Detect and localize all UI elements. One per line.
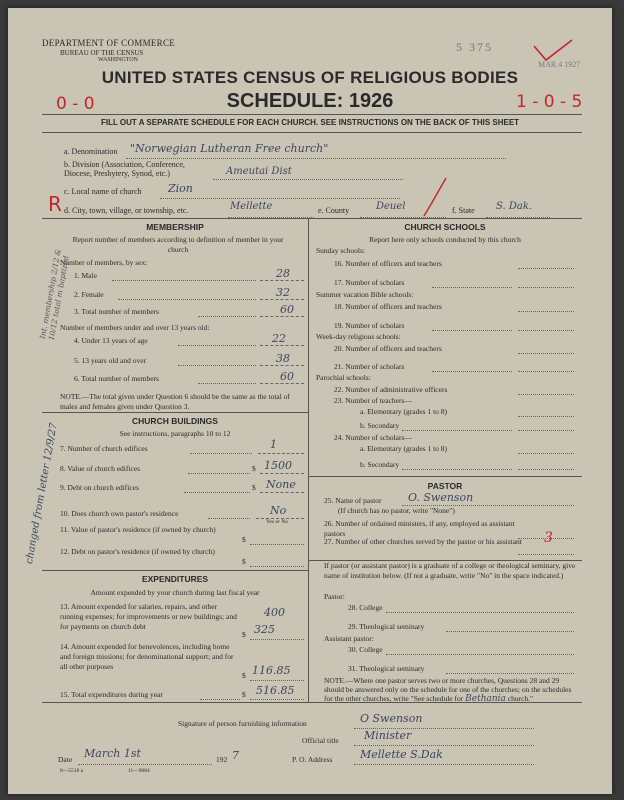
- other-churches-value: 3: [544, 530, 553, 546]
- edifices-count: 1: [270, 438, 277, 451]
- q30-label: 30. College: [348, 645, 383, 654]
- q18-label: 18. Number of officers and teachers: [334, 302, 442, 311]
- state-label: f. State: [452, 206, 475, 215]
- pastor-name-value: O. Swenson: [408, 491, 474, 504]
- church-name-label: c. Local name of church: [64, 187, 142, 196]
- form-title: UNITED STATES CENSUS OF RELIGIOUS BODIES: [101, 68, 519, 87]
- owns-residence-value: No: [270, 504, 287, 517]
- q8-dollar: $: [252, 464, 256, 473]
- parochial-schools-label: Parochial schools:: [316, 373, 371, 382]
- census-schedule-sheet: [8, 8, 612, 794]
- male-count: 28: [276, 267, 290, 280]
- weekday-schools-label: Week-day religious schools:: [316, 332, 401, 341]
- expenditures-intro: Amount expended by your church during last fiscal year: [90, 588, 260, 597]
- benevolences-label: 14. Amount expended for benevolences, including home and foreign missions; for denominational support; and for all other purposes: [60, 642, 234, 671]
- schools-intro: Report here only schools conducted by this church: [369, 235, 521, 244]
- county-label: e. County: [318, 206, 350, 215]
- yes-no-hint: Yes or No: [266, 519, 289, 525]
- instruction-line: FILL OUT A SEPARATE SCHEDULE FOR EACH CHURCH. SEE INSTRUCTIONS ON THE BACK OF THIS SHEET: [100, 118, 520, 127]
- q16-label: 16. Number of officers and teachers: [334, 259, 442, 268]
- q19-label: 19. Number of scholars: [334, 321, 405, 330]
- margin-r-mark: R: [48, 192, 62, 216]
- buildings-intro: See instructions, paragraphs 10 to 12: [119, 429, 231, 438]
- address-label: P. O. Address: [292, 755, 333, 764]
- division-value: Ameutai Dist: [226, 166, 292, 177]
- edifices-count-label: 7. Number of church edifices: [60, 444, 148, 453]
- received-date-stamp: MAR 4 1927: [538, 60, 581, 69]
- assistant-subheading: Assistant pastor:: [324, 634, 374, 643]
- pastor-note-fill: Bethania: [465, 694, 506, 704]
- check-mark-icon: [528, 36, 578, 66]
- q21-label: 21. Number of scholars: [334, 362, 405, 371]
- vacation-schools-label: Summer vacation Bible schools:: [316, 290, 414, 299]
- address-value: Mellette S.Dak: [360, 748, 443, 761]
- buildings-heading: CHURCH BUILDINGS: [132, 416, 218, 426]
- left-code-mark: 0 - 0: [56, 94, 95, 114]
- ordained-ministers-label: 26. Number of ordained ministers, if any, employed as assistant pastors: [324, 519, 515, 538]
- date-value: March 1st: [84, 747, 141, 760]
- membership-intro: Report number of members according to definition of member in your church: [72, 235, 284, 254]
- expenditures-heading: EXPENDITURES: [141, 574, 209, 584]
- form-number: 8—5518 a: [60, 768, 84, 774]
- official-title-label: Official title: [302, 736, 339, 745]
- city-name: WASHINGTON: [98, 57, 138, 63]
- residence-value-label: 11. Value of pastor's residence (if owned by church): [60, 525, 216, 534]
- official-title-value: Minister: [364, 729, 412, 742]
- department-name: DEPARTMENT OF COMMERCE: [42, 38, 176, 48]
- total-members-q3: 60: [280, 303, 294, 316]
- total-members-label-q3: 3. Total number of members: [74, 307, 159, 316]
- print-number: 11—9084: [128, 768, 150, 774]
- red-tick-mark: [420, 176, 450, 220]
- q9-dollar: $: [252, 483, 256, 492]
- year-suffix: 7: [232, 749, 239, 762]
- q15-dollar: $: [242, 690, 246, 699]
- schedule-year: SCHEDULE: 1926: [226, 90, 394, 112]
- signature-label: Signature of person furnishing information: [178, 719, 307, 728]
- membership-note: NOTE.—The total given under Question 6 should be the same as the total of males and females given under Question 3.: [60, 392, 290, 411]
- q12-dollar: $: [242, 557, 246, 566]
- pastor-subheading: Pastor:: [324, 592, 345, 601]
- membership-heading: MEMBERSHIP: [146, 222, 204, 232]
- q24a-label: a. Elementary (grades 1 to 8): [360, 444, 448, 453]
- q24-label: 24. Number of scholars—: [334, 433, 412, 442]
- pastor-name-label: 25. Name of pastor: [324, 496, 382, 505]
- q17-label: 17. Number of scholars: [334, 278, 405, 287]
- other-churches-label: 27. Number of other churches served by the pastor or his assistant: [324, 537, 522, 546]
- members-by-age-label: Number of members under and over 13 years old:: [60, 323, 210, 332]
- female-count: 32: [276, 286, 290, 299]
- total-members-label-q6: 6. Total number of members: [74, 374, 159, 383]
- female-label: 2. Female: [74, 290, 104, 299]
- male-label: 1. Male: [74, 271, 97, 280]
- total-members-q6: 60: [280, 370, 294, 383]
- q24b-label: b. Secondary: [360, 460, 400, 469]
- q23b-label: b. Secondary: [360, 421, 400, 430]
- pastor-note: NOTE.—Where one pastor serves two or more churches, Questions 28 and 29 should be answered only on the schedule for one of the churches; on the schedules for the other churches, write "See schedule for Bethania church.": [324, 676, 572, 704]
- members-by-sex-label: Number of members, by sex:: [60, 258, 148, 267]
- q23-label: 23. Number of teachers—: [334, 396, 412, 405]
- edifices-debt-label: 9. Debt on church edifices: [60, 483, 139, 492]
- graduate-note: If pastor (or assistant pastor) is a graduate of a college or theological seminary, give name of institution below. (If not a graduate, write "No" in the space indicated.): [324, 561, 576, 580]
- edifices-debt: None: [266, 478, 296, 491]
- under-13-count: 22: [272, 332, 286, 345]
- over-13-count: 38: [276, 352, 290, 365]
- q23a-label: a. Elementary (grades 1 to 8): [360, 407, 448, 416]
- bureau-name: BUREAU OF THE CENSUS: [60, 49, 144, 57]
- total-expenditures-value: 516.85: [256, 684, 295, 697]
- state-value: S. Dak.: [496, 201, 533, 212]
- under-13-label: 4. Under 13 years of age: [74, 336, 148, 345]
- q13-dollar: $: [242, 630, 246, 639]
- pastor-heading: PASTOR: [427, 481, 463, 491]
- running-expenses-a: 400: [264, 606, 285, 619]
- right-code-mark: 1 - 0 - 5: [516, 92, 583, 112]
- margin-membership-note: Int. membership 2/12 & 10/12 total m baptized: [38, 248, 71, 342]
- division-label: b. Division (Association, Conference, Diocese, Presbytery, Synod, etc.): [64, 160, 185, 178]
- owns-residence-label: 10. Does church own pastor's residence: [60, 509, 179, 518]
- date-label: Date: [58, 755, 73, 764]
- file-stamp-number: 5 375: [456, 40, 493, 54]
- running-expenses-label: 13. Amount expended for salaries, repairs, and other running expenses; for improvements or new buildings; and for payments on church debt: [60, 602, 237, 631]
- schools-heading: CHURCH SCHOOLS: [404, 222, 486, 232]
- q29-label: 29. Theological seminary: [348, 622, 425, 631]
- over-13-label: 5. 13 years old and over: [74, 356, 147, 365]
- total-expenditures-label: 15. Total expenditures during year: [60, 690, 163, 699]
- county-value: Deuel: [376, 201, 406, 212]
- edifices-value-label: 8. Value of church edifices: [60, 464, 141, 473]
- city-label: d. City, town, village, or township, etc.: [64, 206, 189, 215]
- benevolences-value: 116.85: [252, 664, 291, 677]
- q22-label: 22. Number of administrative officers: [334, 385, 448, 394]
- q28-label: 28. College: [348, 603, 383, 612]
- q31-label: 31. Theological seminary: [348, 664, 425, 673]
- q14-dollar: $: [242, 671, 246, 680]
- q11-dollar: $: [242, 535, 246, 544]
- q20-label: 20. Number of officers and teachers: [334, 344, 442, 353]
- year-prefix: 192: [216, 755, 228, 764]
- denomination-label: a. Denomination: [64, 147, 118, 156]
- pastor-name-hint: (If church has no pastor, write "None"): [338, 506, 455, 515]
- denomination-value: "Norwegian Lutheran Free church": [130, 142, 329, 155]
- edifices-value: 1500: [264, 459, 292, 472]
- church-name-value: Zion: [168, 182, 193, 195]
- city-value: Mellette: [230, 201, 273, 212]
- margin-changed-note: changed from letter 12/9/27: [24, 422, 60, 565]
- sunday-schools-label: Sunday schools:: [316, 246, 365, 255]
- residence-debt-label: 12. Debt on pastor's residence (if owned by church): [60, 547, 215, 556]
- signature-value: O Swenson: [360, 712, 423, 725]
- running-expenses-b: 325: [254, 623, 275, 636]
